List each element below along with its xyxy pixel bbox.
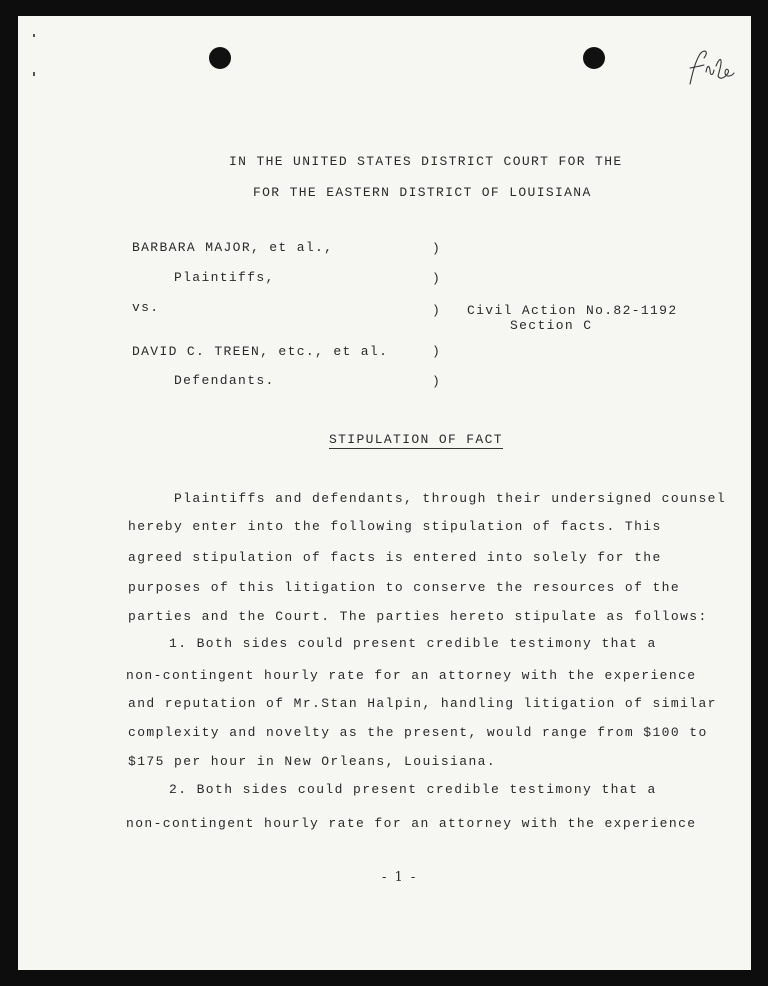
civil-action-number: Civil Action No.82-1192 [467, 303, 678, 318]
versus-label: vs. [132, 300, 160, 315]
defendant-name: DAVID C. TREEN, etc., et al. [132, 344, 389, 359]
body-line: parties and the Court. The parties hereto stipulate as follows: [128, 609, 708, 624]
case-section: Section C [510, 318, 593, 333]
body-line: $175 per hour in New Orleans, Louisiana. [128, 754, 497, 769]
punch-hole-left [209, 47, 231, 69]
plaintiff-role: Plaintiffs, [174, 270, 275, 285]
court-heading-line-1: IN THE UNITED STATES DISTRICT COURT FOR THE [229, 154, 623, 169]
body-line: purposes of this litigation to conserve the resources of the [128, 580, 681, 595]
punch-hole-right [583, 47, 605, 69]
scan-mark [33, 72, 35, 76]
scan-mark [33, 34, 35, 37]
court-heading-line-2: FOR THE EASTERN DISTRICT OF LOUISIANA [253, 185, 592, 200]
defendant-role: Defendants. [174, 373, 275, 388]
body-line: agreed stipulation of facts is entered into solely for the [128, 550, 662, 565]
caption-paren: ) [432, 303, 442, 318]
body-line: 1. Both sides could present credible testimony that a [169, 636, 657, 651]
body-line: non-contingent hourly rate for an attorney with the experience [126, 816, 697, 831]
page-number: - 1 - [382, 870, 418, 885]
body-line: hereby enter into the following stipulation of facts. This [128, 519, 662, 534]
body-line: non-contingent hourly rate for an attorney with the experience [126, 668, 697, 683]
caption-paren: ) [432, 271, 442, 286]
body-line: Plaintiffs and defendants, through their undersigned counsel [174, 491, 727, 506]
document-page [18, 16, 751, 970]
caption-paren: ) [432, 241, 442, 256]
document-title: STIPULATION OF FACT [329, 432, 503, 447]
caption-paren: ) [432, 374, 442, 389]
body-line: complexity and novelty as the present, would range from $100 to [128, 725, 708, 740]
handwritten-file-note [682, 48, 738, 88]
caption-paren: ) [432, 344, 442, 359]
plaintiff-name: BARBARA MAJOR, et al., [132, 240, 334, 255]
body-line: 2. Both sides could present credible testimony that a [169, 782, 657, 797]
body-line: and reputation of Mr.Stan Halpin, handling litigation of similar [128, 696, 717, 711]
